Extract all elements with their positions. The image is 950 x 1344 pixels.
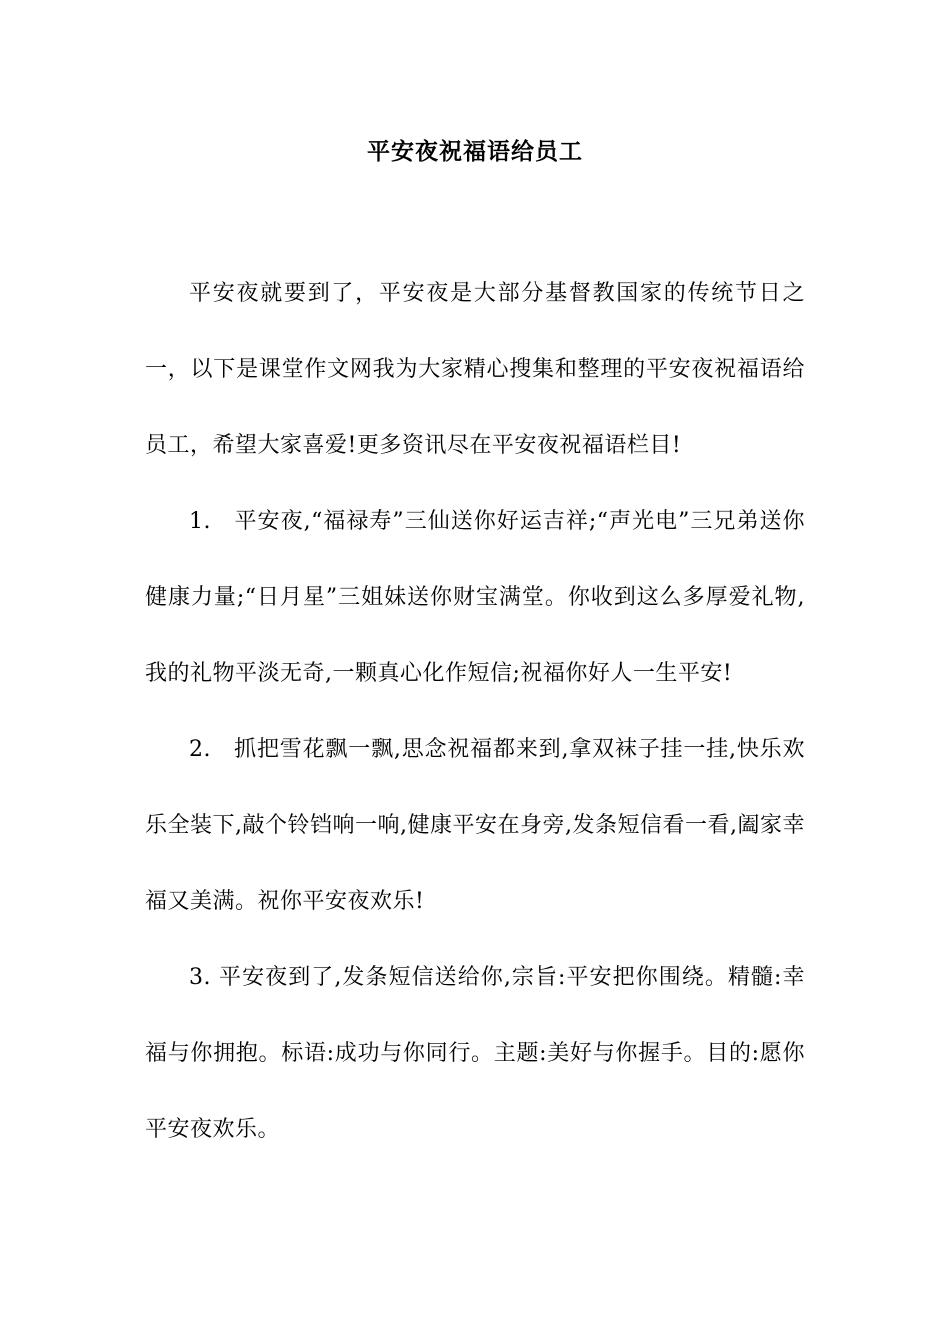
wish-paragraph-2: 2. 抓把雪花飘一飘,思念祝福都来到,拿双袜子挂一挂,快乐欢乐全装下,敲个铃铛响一响,健康平安在身旁,发条短信看一看,阖家幸福又美满。祝你平安夜欢乐! (145, 737, 805, 914)
wish-paragraph-3: 3. 平安夜到了,发条短信送给你,宗旨:平安把你围绕。精髓:幸福与你拥抱。标语:成功与你同行。主题:美好与你握手。目的:愿你平安夜欢乐。 (145, 965, 805, 1142)
intro-paragraph: 平安夜就要到了，平安夜是大部分基督教国家的传统节日之一，以下是课堂作文网我为大家精心搜集和整理的平安夜祝福语给员工，希望大家喜爱!更多资讯尽在平安夜祝福语栏目! (145, 281, 805, 458)
document-body (145, 256, 805, 1168)
document-title: 平安夜祝福语给员工 (367, 138, 583, 165)
wish-paragraph-1: 1. 平安夜,“福禄寿”三仙送你好运吉祥;“声光电”三兄弟送你健康力量;“日月星”三姐妹送你财宝满堂。你收到这么多厚爱礼物,我的礼物平淡无奇,一颗真心化作短信;祝福你好人一生平安! (145, 509, 805, 686)
